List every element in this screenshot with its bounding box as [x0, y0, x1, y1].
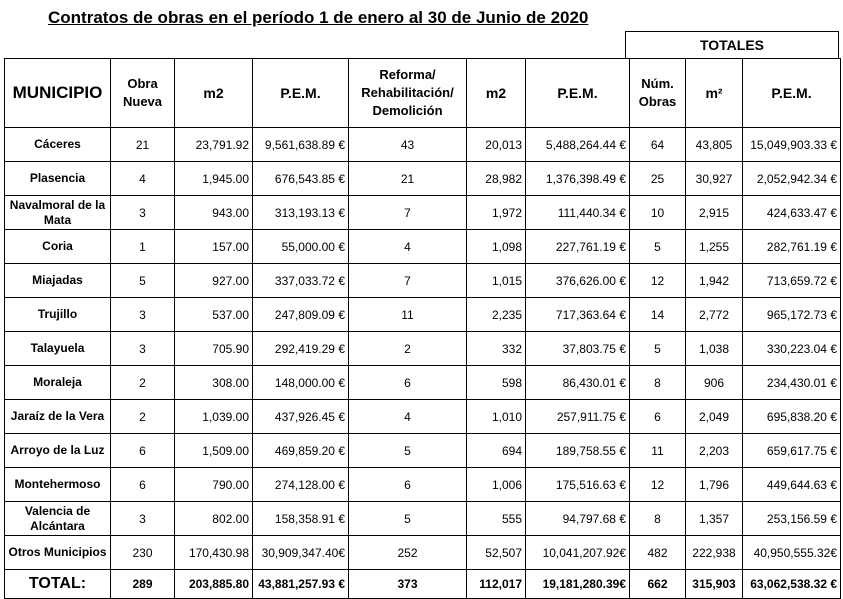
cell-m2-obra-nueva: 927.00	[175, 264, 253, 298]
cell-reforma: 4	[349, 400, 467, 434]
table-row	[5, 366, 841, 400]
cell-pem-total: 449,644.63 €	[743, 468, 841, 502]
cell-pem-obra-nueva: 469,859.20 €	[253, 434, 349, 468]
table-row	[5, 264, 841, 298]
cell-obra-nueva: 21	[111, 128, 175, 162]
cell-num-obras: 5	[630, 230, 686, 264]
cell-m2-total: 222,938	[686, 536, 743, 570]
cell-m2-total: 1,038	[686, 332, 743, 366]
cell-municipio: Talayuela	[5, 332, 111, 366]
cell-pem-total: 2,052,942.34 €	[743, 162, 841, 196]
page-title: Contratos de obras en el período 1 de enero al 30 de Junio de 2020	[48, 8, 589, 27]
total-obra-nueva: 289	[111, 570, 175, 599]
cell-pem-reforma: 5,488,264.44 €	[526, 128, 630, 162]
total-m2: 315,903	[686, 570, 743, 599]
cell-municipio: Otros Municipios	[5, 536, 111, 570]
cell-m2-total: 1,796	[686, 468, 743, 502]
cell-pem-obra-nueva: 9,561,638.89 €	[253, 128, 349, 162]
table-row	[5, 196, 841, 230]
cell-pem-total: 330,223.04 €	[743, 332, 841, 366]
cell-reforma: 5	[349, 434, 467, 468]
cell-pem-obra-nueva: 247,809.09 €	[253, 298, 349, 332]
cell-obra-nueva: 3	[111, 298, 175, 332]
total-m2-obra-nueva: 203,885.80	[175, 570, 253, 599]
table-row	[5, 162, 841, 196]
table-row	[5, 502, 841, 536]
cell-num-obras: 14	[630, 298, 686, 332]
cell-m2-obra-nueva: 157.00	[175, 230, 253, 264]
total-reforma: 373	[349, 570, 467, 599]
total-pem-reforma: 19,181,280.39€	[526, 570, 630, 599]
header-m2-total: m²	[686, 59, 743, 128]
cell-m2-reforma: 1,010	[467, 400, 526, 434]
table-row	[5, 536, 841, 570]
cell-m2-total: 906	[686, 366, 743, 400]
cell-reforma: 2	[349, 332, 467, 366]
cell-municipio: Plasencia	[5, 162, 111, 196]
cell-obra-nueva: 4	[111, 162, 175, 196]
cell-num-obras: 8	[630, 366, 686, 400]
table-row	[5, 128, 841, 162]
cell-m2-reforma: 2,235	[467, 298, 526, 332]
header-pem-reforma: P.E.M.	[526, 59, 630, 128]
cell-pem-reforma: 86,430.01 €	[526, 366, 630, 400]
cell-m2-total: 2,915	[686, 196, 743, 230]
cell-m2-obra-nueva: 1,509.00	[175, 434, 253, 468]
header-m2-reforma: m2	[467, 59, 526, 128]
cell-m2-obra-nueva: 170,430.98	[175, 536, 253, 570]
cell-num-obras: 12	[630, 264, 686, 298]
cell-municipio: Coria	[5, 230, 111, 264]
cell-pem-obra-nueva: 55,000.00 €	[253, 230, 349, 264]
total-num-obras: 662	[630, 570, 686, 599]
cell-num-obras: 8	[630, 502, 686, 536]
cell-reforma: 7	[349, 196, 467, 230]
cell-m2-obra-nueva: 537.00	[175, 298, 253, 332]
header-obra-nueva: Obra Nueva	[111, 59, 175, 128]
cell-pem-total: 713,659.72 €	[743, 264, 841, 298]
cell-m2-reforma: 52,507	[467, 536, 526, 570]
cell-m2-total: 1,255	[686, 230, 743, 264]
cell-pem-obra-nueva: 292,419.29 €	[253, 332, 349, 366]
cell-reforma: 6	[349, 366, 467, 400]
table-row	[5, 298, 841, 332]
cell-obra-nueva: 2	[111, 366, 175, 400]
cell-municipio: Jaraíz de la Vera	[5, 400, 111, 434]
cell-m2-reforma: 20,013	[467, 128, 526, 162]
total-row	[5, 570, 841, 599]
cell-pem-obra-nueva: 313,193.13 €	[253, 196, 349, 230]
cell-pem-obra-nueva: 148,000.00 €	[253, 366, 349, 400]
cell-m2-reforma: 1,015	[467, 264, 526, 298]
total-label: TOTAL:	[5, 570, 111, 599]
cell-pem-reforma: 111,440.34 €	[526, 196, 630, 230]
cell-reforma: 5	[349, 502, 467, 536]
cell-m2-obra-nueva: 943.00	[175, 196, 253, 230]
cell-reforma: 21	[349, 162, 467, 196]
total-pem-obra-nueva: 43,881,257.93 €	[253, 570, 349, 599]
cell-num-obras: 25	[630, 162, 686, 196]
cell-municipio: Montehermoso	[5, 468, 111, 502]
cell-num-obras: 64	[630, 128, 686, 162]
cell-reforma: 43	[349, 128, 467, 162]
cell-pem-obra-nueva: 158,358.91 €	[253, 502, 349, 536]
cell-pem-obra-nueva: 437,926.45 €	[253, 400, 349, 434]
table-row	[5, 468, 841, 502]
cell-pem-reforma: 175,516.63 €	[526, 468, 630, 502]
header-municipio: MUNICIPIO	[5, 59, 111, 128]
cell-pem-reforma: 10,041,207.92€	[526, 536, 630, 570]
cell-m2-total: 1,942	[686, 264, 743, 298]
cell-obra-nueva: 3	[111, 502, 175, 536]
cell-pem-reforma: 257,911.75 €	[526, 400, 630, 434]
cell-m2-reforma: 332	[467, 332, 526, 366]
header-reforma: Reforma/ Rehabilitación/ Demolición	[349, 59, 467, 128]
total-pem: 63,062,538.32 €	[743, 570, 841, 599]
cell-municipio: Miajadas	[5, 264, 111, 298]
cell-m2-total: 2,772	[686, 298, 743, 332]
cell-pem-reforma: 227,761.19 €	[526, 230, 630, 264]
cell-obra-nueva: 230	[111, 536, 175, 570]
cell-obra-nueva: 6	[111, 468, 175, 502]
cell-pem-total: 424,633.47 €	[743, 196, 841, 230]
table-row	[5, 332, 841, 366]
cell-m2-total: 2,203	[686, 434, 743, 468]
total-m2-reforma: 112,017	[467, 570, 526, 599]
cell-m2-obra-nueva: 1,945.00	[175, 162, 253, 196]
cell-m2-obra-nueva: 23,791.92	[175, 128, 253, 162]
cell-m2-total: 1,357	[686, 502, 743, 536]
cell-pem-total: 234,430.01 €	[743, 366, 841, 400]
cell-municipio: Arroyo de la Luz	[5, 434, 111, 468]
cell-pem-total: 965,172.73 €	[743, 298, 841, 332]
cell-obra-nueva: 5	[111, 264, 175, 298]
cell-obra-nueva: 1	[111, 230, 175, 264]
cell-pem-reforma: 37,803.75 €	[526, 332, 630, 366]
header-pem-obra-nueva: P.E.M.	[253, 59, 349, 128]
cell-pem-total: 253,156.59 €	[743, 502, 841, 536]
cell-municipio: Navalmoral de la Mata	[5, 196, 111, 230]
cell-m2-obra-nueva: 308.00	[175, 366, 253, 400]
cell-m2-reforma: 598	[467, 366, 526, 400]
cell-pem-reforma: 94,797.68 €	[526, 502, 630, 536]
cell-pem-total: 695,838.20 €	[743, 400, 841, 434]
cell-pem-total: 15,049,903.33 €	[743, 128, 841, 162]
cell-num-obras: 5	[630, 332, 686, 366]
cell-num-obras: 6	[630, 400, 686, 434]
table-row	[5, 400, 841, 434]
cell-m2-obra-nueva: 1,039.00	[175, 400, 253, 434]
cell-m2-total: 30,927	[686, 162, 743, 196]
cell-m2-total: 43,805	[686, 128, 743, 162]
header-row	[5, 59, 841, 128]
cell-num-obras: 12	[630, 468, 686, 502]
cell-pem-total: 282,761.19 €	[743, 230, 841, 264]
cell-m2-reforma: 1,006	[467, 468, 526, 502]
contracts-table	[4, 58, 841, 599]
cell-obra-nueva: 3	[111, 332, 175, 366]
cell-pem-obra-nueva: 337,033.72 €	[253, 264, 349, 298]
cell-m2-reforma: 1,972	[467, 196, 526, 230]
table-row	[5, 434, 841, 468]
cell-reforma: 11	[349, 298, 467, 332]
cell-obra-nueva: 3	[111, 196, 175, 230]
cell-m2-total: 2,049	[686, 400, 743, 434]
header-pem-total: P.E.M.	[743, 59, 841, 128]
cell-reforma: 6	[349, 468, 467, 502]
cell-pem-reforma: 189,758.55 €	[526, 434, 630, 468]
header-num-obras: Núm. Obras	[630, 59, 686, 128]
cell-obra-nueva: 2	[111, 400, 175, 434]
cell-pem-obra-nueva: 274,128.00 €	[253, 468, 349, 502]
cell-num-obras: 11	[630, 434, 686, 468]
cell-municipio: Moraleja	[5, 366, 111, 400]
cell-obra-nueva: 6	[111, 434, 175, 468]
cell-pem-reforma: 376,626.00 €	[526, 264, 630, 298]
cell-m2-obra-nueva: 802.00	[175, 502, 253, 536]
cell-m2-reforma: 28,982	[467, 162, 526, 196]
cell-m2-obra-nueva: 790.00	[175, 468, 253, 502]
cell-reforma: 4	[349, 230, 467, 264]
cell-municipio: Valencia de Alcántara	[5, 502, 111, 536]
cell-m2-reforma: 694	[467, 434, 526, 468]
cell-pem-total: 40,950,555.32€	[743, 536, 841, 570]
cell-reforma: 7	[349, 264, 467, 298]
cell-reforma: 252	[349, 536, 467, 570]
cell-m2-reforma: 555	[467, 502, 526, 536]
totales-header: TOTALES	[625, 31, 839, 58]
cell-pem-total: 659,617.75 €	[743, 434, 841, 468]
cell-m2-obra-nueva: 705.90	[175, 332, 253, 366]
table-row	[5, 230, 841, 264]
cell-num-obras: 482	[630, 536, 686, 570]
cell-num-obras: 10	[630, 196, 686, 230]
cell-pem-obra-nueva: 676,543.85 €	[253, 162, 349, 196]
cell-municipio: Cáceres	[5, 128, 111, 162]
cell-m2-reforma: 1,098	[467, 230, 526, 264]
cell-pem-obra-nueva: 30,909,347.40€	[253, 536, 349, 570]
cell-pem-reforma: 1,376,398.49 €	[526, 162, 630, 196]
header-m2-obra-nueva: m2	[175, 59, 253, 128]
cell-municipio: Trujillo	[5, 298, 111, 332]
cell-pem-reforma: 717,363.64 €	[526, 298, 630, 332]
